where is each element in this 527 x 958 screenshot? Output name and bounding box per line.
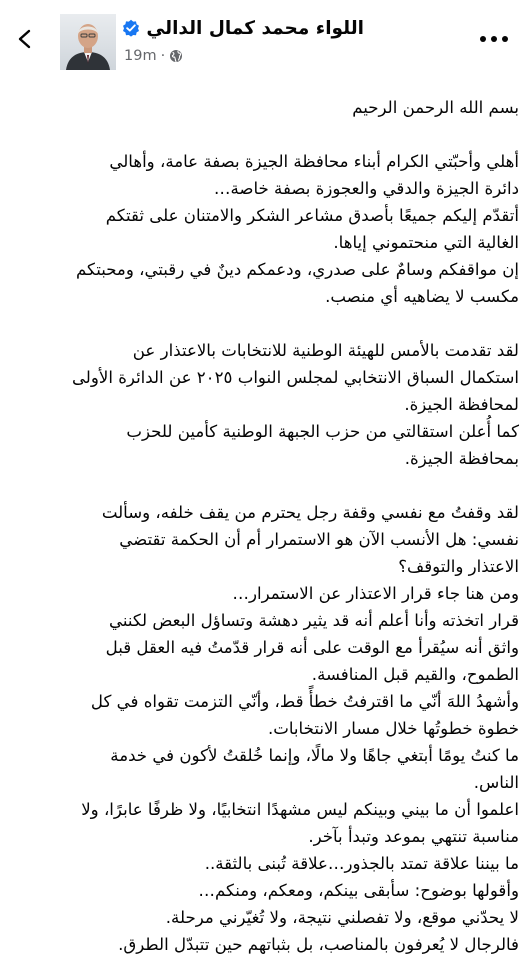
globe-icon[interactable]: [169, 49, 183, 63]
post-line: ما بيننا علاقة تمتد بالجذور…علاقة تُبنى بالثقة..: [204, 854, 519, 873]
post-line: استكمال السباق الانتخابي لمجلس النواب ٢٠٢٥ عن الدائرة الأولى: [71, 368, 519, 387]
post-line: الغالية التي منحتموني إياها.: [333, 233, 519, 252]
meta-separator: ·: [160, 48, 166, 64]
back-button[interactable]: [8, 22, 42, 56]
more-options-button[interactable]: [474, 24, 514, 54]
post-paragraph-1: [8, 148, 519, 310]
post-line: كما أُعلن استقالتي من حزب الجبهة الوطنية كأمين للحزب: [126, 422, 519, 441]
post-paragraph-3: [8, 499, 519, 958]
post-body: [8, 94, 519, 958]
post-paragraph-2: [8, 337, 519, 472]
post-line: الاعتذار والتوقف؟: [398, 557, 519, 576]
post-line: الناس.: [473, 773, 519, 792]
post-line: واثق أنه سيُقرأ مع الوقت على أنه قرار قدّمتُ فيه العقل قبل: [105, 638, 519, 657]
post-line: اعلموا أن ما بيني وبينكم ليس مشهدًا انتخابيًا، ولا ظرفًا عابرًا، ولا: [81, 800, 519, 819]
more-dots-icon: [479, 35, 509, 43]
post-greeting: [8, 94, 519, 121]
post-line: فالرجال لا يُعرفون بالمناصب، بل بثباتهم حين تتبدّل الطرق.: [118, 935, 519, 954]
author-name[interactable]: اللواء محمد كمال الدالي: [146, 17, 364, 39]
post-line: وأقولها بوضوح: سأبقى بينكم، ومعكم، ومنكم…: [198, 881, 519, 900]
chevron-left-icon: [14, 28, 36, 50]
post-line: لقد تقدمت بالأمس للهيئة الوطنية للانتخابات بالاعتذار عن: [132, 341, 519, 360]
post-time[interactable]: 19m: [124, 48, 157, 64]
post-line: خطوة خطوتُها خلال مسار الانتخابات.: [267, 719, 519, 738]
avatar[interactable]: [60, 14, 116, 70]
post-line: أتقدّم إليكم جميعًا بأصدق مشاعر الشكر والامتنان على ثقتكم: [105, 206, 519, 225]
post-line: بسم الله الرحمن الرحيم: [352, 98, 519, 117]
post-line: لمحافظة الجيزة.: [404, 395, 519, 414]
post-line: أهلي وأحبّتي الكرام أبناء محافظة الجيزة بصفة عامة، وأهالي: [109, 152, 519, 171]
post-header: [0, 0, 527, 82]
post-line: مناسبة تنتهي بموعد وتبدأ بآخر.: [308, 827, 519, 846]
post-line: ومن هنا جاء قرار الاعتذار عن الاستمرار…: [232, 584, 519, 603]
verified-badge-icon: [122, 19, 140, 37]
post-line: ما كنتُ يومًا أبتغي جاهًا ولا مالًا، وإنما خُلقتُ لأكون في خدمة: [110, 746, 519, 765]
post-line: بمحافظة الجيزة.: [404, 449, 519, 468]
post-line: إن مواقفكم وسامٌ على صدري، ودعمكم دينٌ في رقبتي، ومحبتكم: [76, 260, 519, 279]
post-line: نفسي: هل الأنسب الآن هو الاستمرار أم أن الحكمة تقتضي: [119, 530, 519, 549]
post-line: وأشهدُ اللهَ أنّي ما اقترفتُ خطأً قط، وأنّي التزمت تقواه في كل: [90, 692, 519, 711]
post-line: لا يحدّني موقع، ولا تفصلني نتيجة، ولا تُغيّرني مرحلة.: [165, 908, 519, 927]
post-line: مكسب لا يضاهيه أي منصب.: [325, 287, 519, 306]
post-line: لقد وقفتُ مع نفسي وقفة رجل يحترم من يقف خلفه، وسألت: [101, 503, 519, 522]
post-line: الطموح، والقيم قبل المنافسة.: [311, 665, 519, 684]
post-line: دائرة الجيزة والدقي والعجوزة بصفة خاصة…: [213, 179, 519, 198]
post-line: قرار اتخذته وأنا أعلم أنه قد يثير دهشة وتساؤل البعض لكنني: [109, 611, 519, 630]
post-meta: [124, 46, 183, 66]
profile-photo: [60, 14, 116, 70]
author-row: [124, 14, 364, 42]
